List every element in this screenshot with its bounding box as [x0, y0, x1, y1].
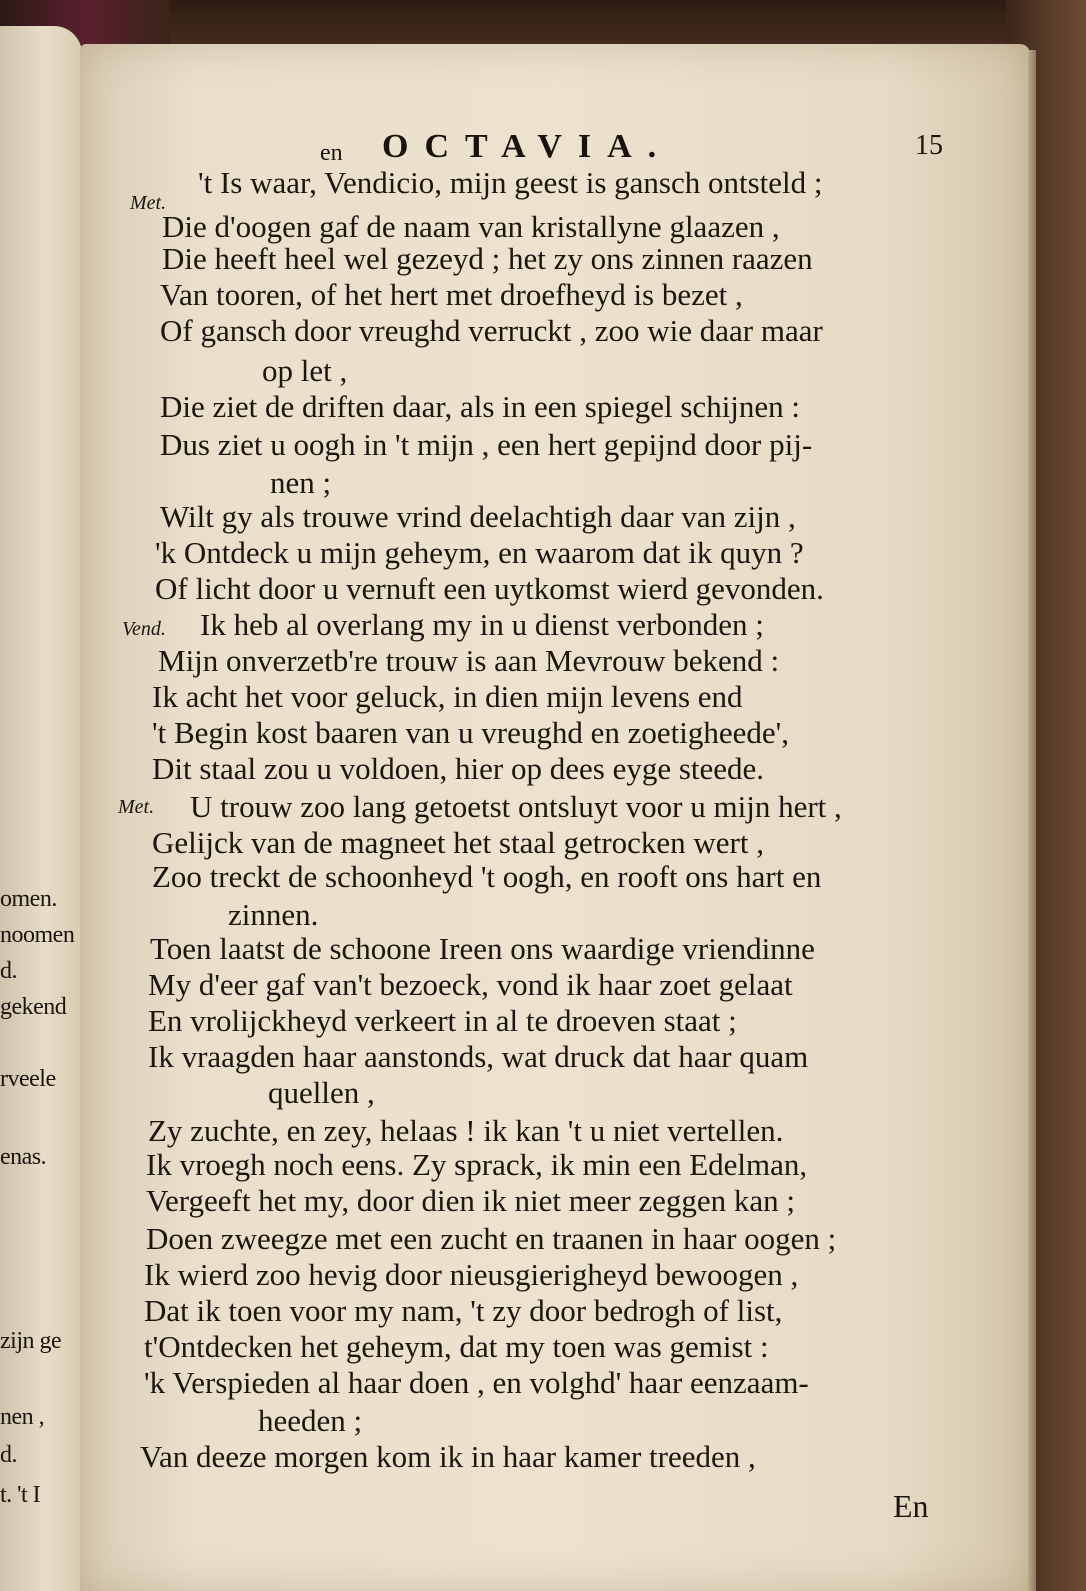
verse-line: Die d'oogen gaf de naam van kristallyne glaazen , — [162, 209, 780, 244]
header-prefix: en — [320, 140, 343, 166]
verse-line: Zoo treckt de schoonheyd 't oogh, en rooft ons hart en — [152, 859, 822, 894]
verse-line: zinnen. — [228, 897, 319, 932]
verse-line: Ik acht het voor geluck, in dien mijn levens end — [152, 679, 743, 714]
verse-line: Vergeeft het my, door dien ik niet meer zeggen kan ; — [146, 1183, 796, 1218]
left-fragment: noomen — [0, 922, 75, 948]
verse-line: En vrolijckheyd verkeert in al te droeven staat ; — [148, 1003, 737, 1038]
verse-line: Die ziet de driften daar, als in een spiegel schijnen : — [160, 389, 801, 424]
verse-line: Die heeft heel wel gezeyd ; het zy ons zinnen raazen — [162, 241, 813, 276]
verse-line: Doen zweegze met een zucht en traanen in haar oogen ; — [146, 1221, 837, 1256]
left-fragment: d. — [0, 1442, 17, 1468]
page-edge — [1028, 50, 1036, 1591]
verse-line: Zy zuchte, en zey, helaas ! ik kan 't u niet vertellen. — [148, 1113, 784, 1148]
verse-line: Van tooren, of het hert met droefheyd is bezet , — [160, 277, 743, 312]
verse-line: My d'eer gaf van't bezoeck, vond ik haar zoet gelaat — [148, 967, 793, 1002]
left-fragment: enas. — [0, 1144, 47, 1170]
verse-line: Ik heb al overlang my in u dienst verbonden ; — [200, 607, 764, 642]
left-fragment: d. — [0, 958, 17, 984]
verse-line: 't Begin kost baaren van u vreughd en zoetigheede', — [152, 715, 789, 750]
speaker-label: Vend. — [122, 618, 166, 640]
verse-line: 'k Verspieden al haar doen , en volghd' haar eenzaam- — [144, 1365, 809, 1400]
left-fragment: t. 't I — [0, 1482, 41, 1508]
page-title: OCTAVIA. — [382, 128, 673, 165]
verse-line: quellen , — [268, 1075, 375, 1110]
verse-line: Dat ik toen voor my nam, 't zy door bedrogh of list, — [144, 1293, 783, 1328]
left-fragment: rveele — [0, 1066, 56, 1092]
left-fragment: zijn ge — [0, 1328, 62, 1354]
verse-line: 'k Ontdeck u mijn geheym, en waarom dat ik quyn ? — [155, 535, 804, 570]
page-number: 15 — [915, 130, 943, 161]
verse-line: t'Ontdecken het geheym, dat my toen was gemist : — [144, 1329, 769, 1364]
verse-line: heeden ; — [258, 1403, 363, 1438]
catchword: En — [893, 1488, 929, 1524]
verse-line: Mijn onverzetb're trouw is aan Mevrouw bekend : — [158, 643, 780, 678]
left-fragment: nen , — [0, 1404, 45, 1430]
verse-line: Of licht door u vernuft een uytkomst wierd gevonden. — [155, 571, 824, 606]
verse-line: Ik vroegh noch eens. Zy sprack, ik min een Edelman, — [146, 1147, 808, 1182]
verse-line: Dus ziet u oogh in 't mijn , een hert gepijnd door pij- — [160, 427, 813, 462]
left-fragment: gekend — [0, 994, 67, 1020]
verse-line: nen ; — [270, 465, 332, 500]
verse-line: Ik vraagden haar aanstonds, wat druck dat haar quam — [148, 1039, 809, 1074]
speaker-label: Met. — [130, 192, 167, 214]
left-page — [0, 26, 82, 1591]
verse-line: Ik wierd zoo hevig door nieusgierigheyd bewoogen , — [144, 1257, 799, 1292]
verse-line: Dit staal zou u voldoen, hier op dees eyge steede. — [152, 751, 765, 786]
verse-line: 't Is waar, Vendicio, mijn geest is gansch ontsteld ; — [198, 165, 823, 200]
verse-line: Toen laatst de schoone Ireen ons waardige vriendinne — [150, 931, 815, 966]
verse-line: Gelijck van de magneet het staal getrocken wert , — [152, 825, 764, 860]
verse-line: U trouw zoo lang getoetst ontsluyt voor u mijn hert , — [190, 789, 842, 824]
left-fragment: omen. — [0, 886, 57, 912]
verse-line: Of gansch door vreughd verruckt , zoo wie daar maar — [160, 313, 823, 348]
speaker-label: Met. — [118, 796, 155, 818]
verse-line: Van deeze morgen kom ik in haar kamer treeden , — [140, 1439, 756, 1474]
verse-line: Wilt gy als trouwe vrind deelachtigh daar van zijn , — [160, 499, 796, 534]
running-header — [320, 128, 960, 168]
verse-line: op let , — [262, 353, 348, 388]
